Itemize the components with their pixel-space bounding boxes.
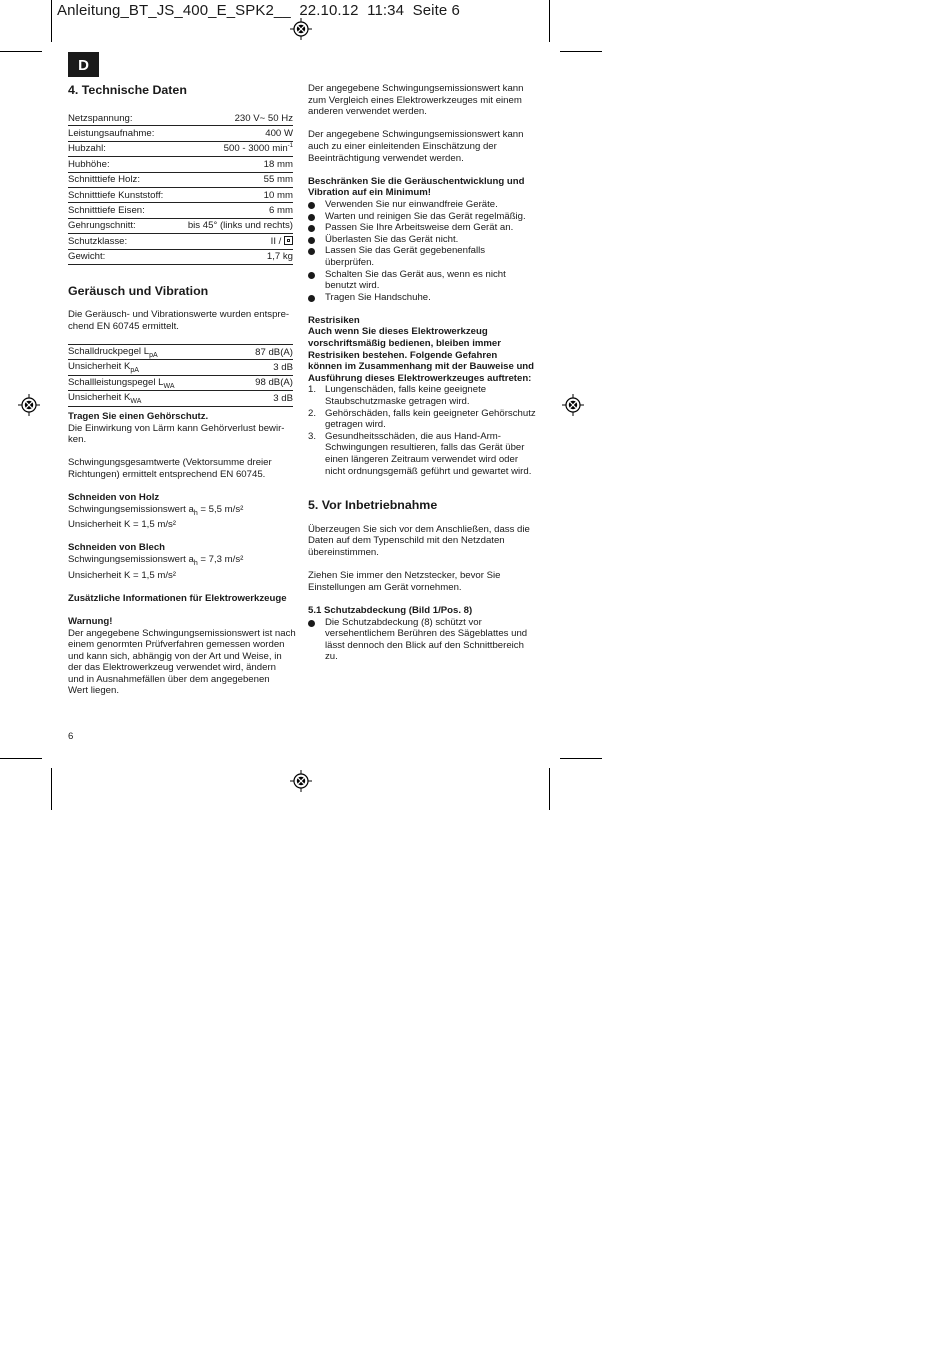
- spec-value: bis 45° (links und rechts): [175, 218, 293, 233]
- text-line: Ausführung dieses Elektrowerkzeuges auftreten:: [308, 372, 532, 384]
- text-line: Einstellungen am Gerät vornehmen.: [308, 581, 462, 593]
- ear-protection-title: Tragen Sie einen Gehörschutz.: [68, 411, 209, 422]
- spec-row: [68, 172, 293, 187]
- bullet-item: Lassen Sie das Gerät gegebenenfalls überprüfen.: [308, 245, 540, 268]
- text-line: Der angegebene Schwingungsemissionswert kann: [308, 83, 524, 94]
- spec-value: 400 W: [175, 126, 293, 141]
- risk-item: 2. Gehörschäden, falls kein geeigneter Gehörschutz getragen wird.: [308, 407, 536, 431]
- spec-label: Schnitttiefe Kunststoff:: [68, 187, 175, 202]
- vibration-total-line: Schwingungsgesamtwerte (Vektorsumme dreier: [68, 457, 272, 469]
- spec-label: Hubzahl:: [68, 141, 175, 156]
- crop-mark: [549, 768, 550, 810]
- spec-row: [68, 111, 293, 126]
- wood-vibration-line: Schwingungsemissionswert $a_h = 5,5$ m/s²: [68, 503, 244, 517]
- cutting-sheet-title: Schneiden von Blech: [68, 542, 166, 554]
- section-5-paragraph: [308, 524, 540, 559]
- text-line: Wert liegen.: [68, 685, 120, 697]
- text-line: Restrisiken bestehen. Folgende Gefahren: [308, 349, 498, 361]
- sheet-uncertainty-line: Unsicherheit K = 1,5 m/s²: [68, 569, 176, 581]
- section-5-1-list: [308, 617, 540, 663]
- spec-value: 6 mm: [175, 203, 293, 218]
- registration-mark-icon: [290, 18, 312, 40]
- spec-label: Gewicht:: [68, 249, 175, 264]
- spec-value: 10 mm: [175, 187, 293, 202]
- crop-mark: [560, 51, 602, 52]
- noise-row: [68, 345, 293, 360]
- spec-label: Netzspannung:: [68, 111, 175, 126]
- noise-label: Schalldruckpegel $L_{pA}$: [68, 345, 234, 360]
- residual-risks-list: [308, 384, 540, 477]
- noise-row: [68, 375, 293, 390]
- ear-text-line: Die Einwirkung von Lärm kann Gehörverlust bewir-: [68, 422, 285, 434]
- bullet-item: Die Schutzabdeckung (8) schützt vor versehentlichem Berühren des Sägeblattes und lässt dennoch den Blick auf den Schnittbereich zu.: [308, 617, 540, 663]
- header-page-label: Seite 6: [412, 2, 460, 19]
- registration-mark-icon: [18, 394, 40, 416]
- crop-mark: [51, 0, 52, 42]
- crop-mark: [0, 51, 42, 52]
- text-line: und kann sich, abhängig von der Art und Weise, in: [68, 650, 282, 662]
- section-4-title: 4. Technische Daten: [68, 83, 187, 97]
- warning-text: [68, 628, 298, 698]
- crop-mark: [51, 768, 52, 810]
- spec-row: [68, 187, 293, 202]
- left-text-block: [68, 411, 298, 697]
- spec-row: [68, 141, 293, 156]
- text-line: vorschriftsmäßig bedienen, bleiben immer: [308, 338, 501, 350]
- spec-value: 230 V~ 50 Hz: [175, 111, 293, 126]
- language-tab: D: [68, 52, 99, 77]
- noise-vibration-title: Geräusch und Vibration: [68, 284, 209, 298]
- noise-values-table: [68, 344, 293, 407]
- right-column: [308, 83, 540, 663]
- risk-item: 3. Gesundheitsschäden, die aus Hand-Arm- Schwingungen resultieren, falls das Gerät über einen längeren Zeitraum verwendet wird oder nicht ordnungsgemäß geführt und gewartet wird.: [308, 430, 532, 477]
- header-time: 11:34: [367, 2, 405, 19]
- spec-value: II /: [175, 234, 293, 249]
- noise-value: 87 dB(A): [234, 345, 293, 360]
- bullet-item: Schalten Sie das Gerät aus, wenn es nicht benutzt wird.: [308, 269, 540, 292]
- spec-value: 1,7 kg: [175, 249, 293, 264]
- spec-row: [68, 126, 293, 141]
- spec-label: Schnitttiefe Eisen:: [68, 203, 175, 218]
- wood-uncertainty-line: Unsicherheit K = 1,5 m/s²: [68, 519, 176, 531]
- vibration-total-line: Richtungen) ermittelt entsprechend EN 60745.: [68, 468, 266, 480]
- spec-row: [68, 249, 293, 264]
- noise-value: 98 dB(A): [234, 375, 293, 390]
- bullet-item: Verwenden Sie nur einwandfreie Geräte.: [308, 199, 540, 211]
- residual-risks-title: Restrisiken: [308, 314, 360, 326]
- crop-mark: [549, 0, 550, 42]
- ear-text-line: ken.: [68, 434, 87, 446]
- text-line: Der angegebene Schwingungsemissionswert ist nach: [68, 627, 296, 639]
- vibration-comparison-paragraph: [308, 83, 540, 118]
- noise-label: Unsicherheit $K_{WA}$: [68, 391, 234, 406]
- extra-info-title: Zusätzliche Informationen für Elektrowerkzeuge: [68, 592, 287, 604]
- limit-noise-title: [308, 176, 540, 199]
- text-line: Beeinträchtigung verwendet werden.: [308, 152, 464, 164]
- bullet-item: Überlasten Sie das Gerät nicht.: [308, 234, 540, 246]
- technical-data-table: [68, 111, 293, 265]
- protection-class-ii-icon: [284, 236, 293, 245]
- page-number: 6: [68, 731, 74, 742]
- spec-label: Schnitttiefe Holz:: [68, 172, 175, 187]
- spec-value: 500 - 3000 $\min^{-1}$: [175, 141, 293, 156]
- spec-label: Leistungsaufnahme:: [68, 126, 175, 141]
- cutting-wood-title: Schneiden von Holz: [68, 492, 160, 504]
- text-line: und in Ausnahmefällen über dem angegebenen: [68, 673, 270, 685]
- text-line: übereinstimmen.: [308, 546, 379, 558]
- noise-row: [68, 360, 293, 375]
- text-line: anderen verwendet werden.: [308, 106, 427, 118]
- text-line: Vibration auf ein Minimum!: [308, 187, 431, 199]
- spec-value: 18 mm: [175, 157, 293, 172]
- spec-row: [68, 157, 293, 172]
- spec-row: [68, 234, 293, 249]
- spec-value: 55 mm: [175, 172, 293, 187]
- text-line: können im Zusammenhang mit der Bauweise und: [308, 361, 535, 373]
- text-line: Auch wenn Sie dieses Elektrowerkzeug: [308, 326, 488, 338]
- noise-label: Schallleistungspegel $L_{WA}$: [68, 375, 234, 390]
- spec-row: [68, 203, 293, 218]
- section-5-1-title: 5.1 Schutzabdeckung (Bild 1/Pos. 8): [308, 604, 473, 616]
- sheet-vibration-line: Schwingungsemissionswert $a_h = 7,3$ m/s²: [68, 554, 244, 567]
- spec-row: [68, 218, 293, 233]
- section-5-title: 5. Vor Inbetriebnahme: [308, 498, 438, 513]
- text-line: zum Vergleich eines Elektrowerkzeuges mit einem: [308, 94, 522, 106]
- text-line: Der angegebene Schwingungsemissionswert kann: [308, 129, 524, 141]
- residual-risks-intro: [308, 326, 540, 384]
- section-5-paragraph: [308, 570, 540, 593]
- text-line: Ziehen Sie immer den Netzstecker, bevor Sie: [308, 570, 501, 582]
- crop-mark: [560, 758, 602, 759]
- text-line: Beschränken Sie die Geräuschentwicklung und: [308, 175, 525, 187]
- vibration-assessment-paragraph: [308, 129, 540, 164]
- bullet-item: Tragen Sie Handschuhe.: [308, 292, 540, 304]
- registration-mark-icon: [290, 770, 312, 792]
- spec-label: Schutzklasse:: [68, 234, 175, 249]
- noise-intro: Die Geräusch- und Vibrationswerte wurden entspre- chend EN 60745 ermittelt.: [68, 309, 290, 332]
- spec-label: Gehrungschnitt:: [68, 218, 175, 233]
- risk-item: 1. Lungenschäden, falls keine geeignete Staubschutzmaske getragen wird.: [308, 384, 487, 408]
- bullet-item: Warten und reinigen Sie das Gerät regelmäßig.: [308, 211, 540, 223]
- text-line: Überzeugen Sie sich vor dem Anschließen, dass die: [308, 523, 530, 535]
- crop-mark: [0, 758, 42, 759]
- bullet-item: Passen Sie Ihre Arbeitsweise dem Gerät an.: [308, 222, 540, 234]
- noise-value: 3 dB: [234, 360, 293, 375]
- text-line: der das Elektrowerkzeug verwendet wird, ändern: [68, 662, 276, 674]
- header-date: 22.10.12: [299, 2, 359, 19]
- noise-row: [68, 391, 293, 406]
- noise-value: 3 dB: [234, 391, 293, 406]
- text-line: einem genormten Prüfverfahren gemessen worden: [68, 639, 285, 651]
- limit-noise-list: [308, 199, 540, 303]
- text-line: Daten auf dem Typenschild mit den Netzdaten: [308, 535, 505, 547]
- registration-mark-icon: [562, 394, 584, 416]
- print-header: [57, 2, 460, 19]
- text-line: auch zu einer einleitenden Einschätzung der: [308, 140, 497, 152]
- spec-label: Hubhöhe:: [68, 157, 175, 172]
- header-file: Anleitung_BT_JS_400_E_SPK2__: [57, 2, 291, 19]
- noise-label: Unsicherheit $K_{pA}$: [68, 360, 234, 375]
- warning-title: Warnung!: [68, 615, 113, 627]
